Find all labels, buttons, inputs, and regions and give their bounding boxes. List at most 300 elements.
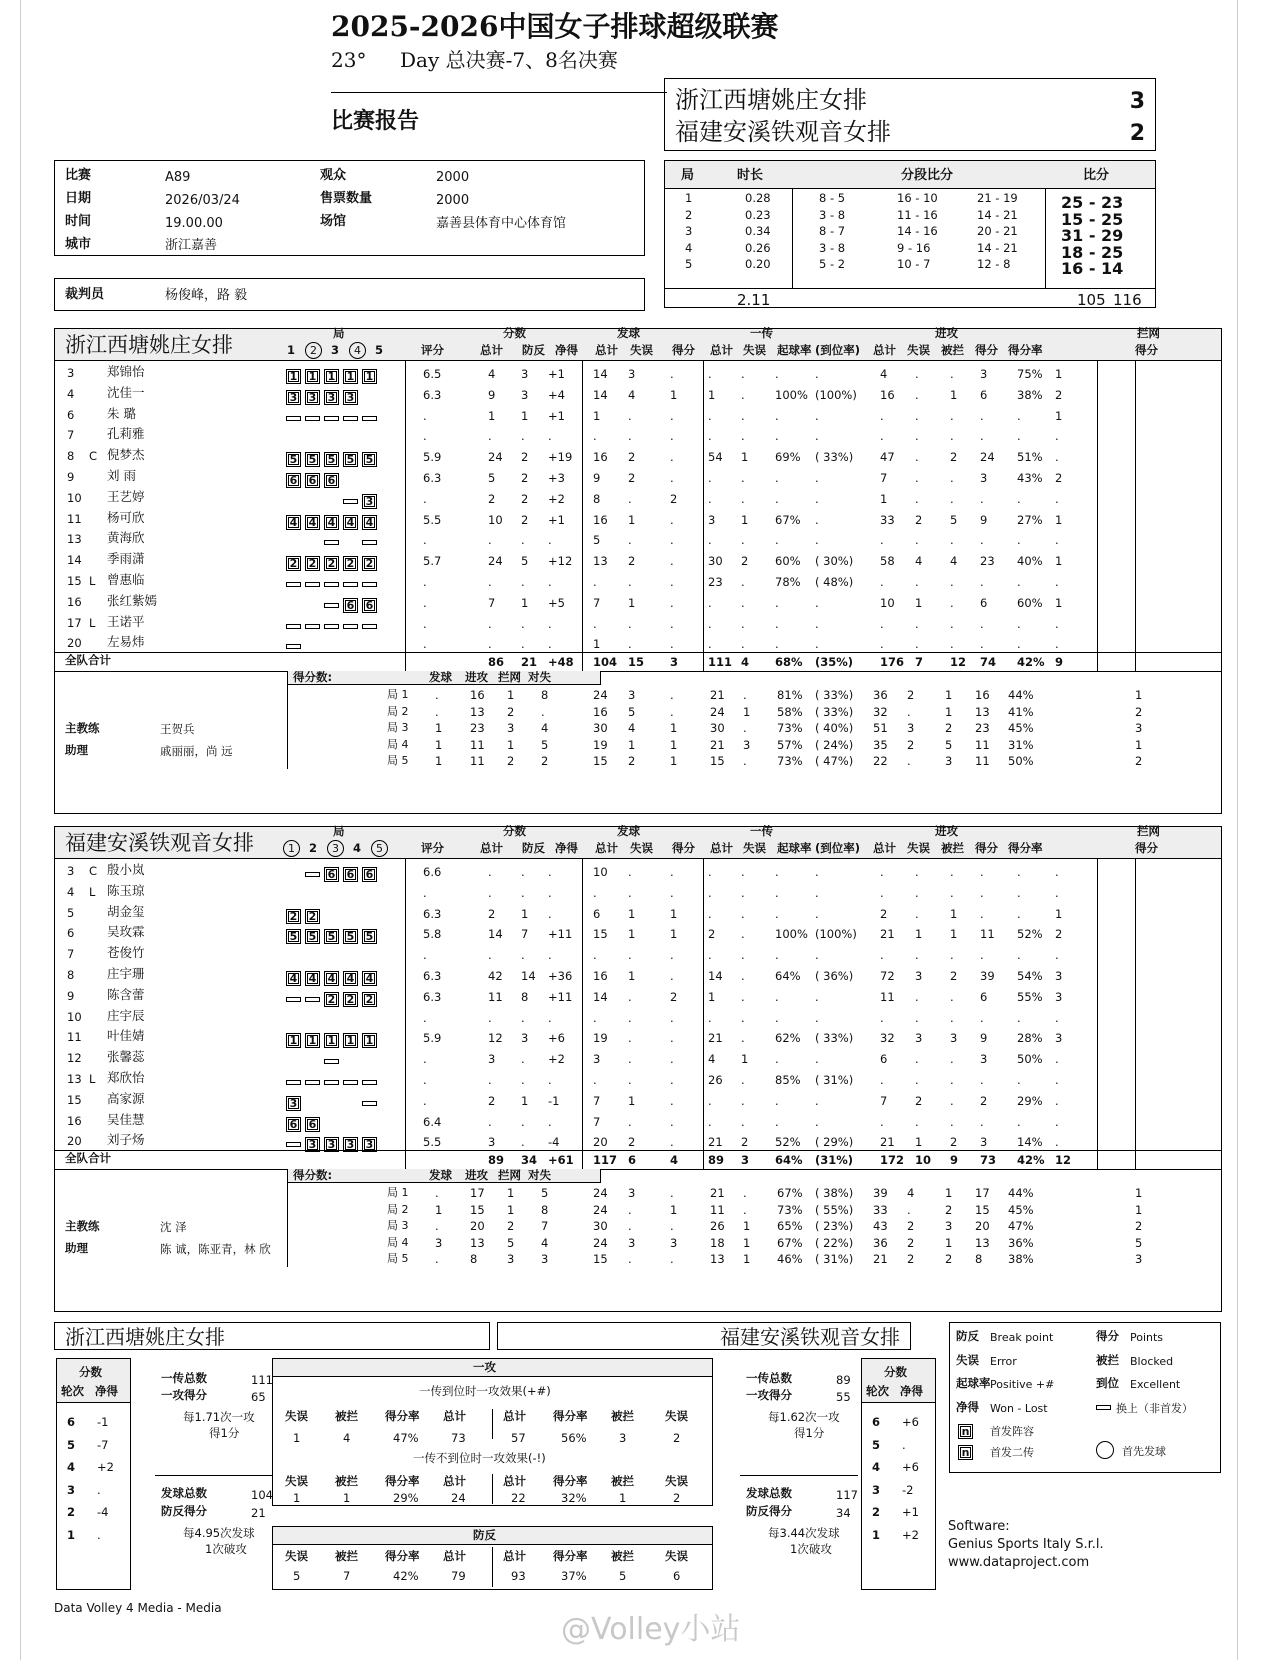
stat-cell: 1	[915, 927, 923, 942]
per-set-cell: 1	[670, 737, 678, 752]
stat-cell: .	[708, 471, 712, 485]
stat-cell: 14	[708, 969, 723, 983]
position-number: 4	[365, 515, 374, 529]
rotation-number: 6	[67, 1415, 76, 1429]
stat-cell: .	[488, 885, 492, 900]
sideout-title: 一攻	[473, 1360, 496, 1374]
stat-cell: .	[1017, 637, 1021, 652]
sideout-col-header: 总计	[503, 1409, 526, 1423]
stat-cell: .	[950, 865, 954, 879]
player-name: 曾惠临	[107, 572, 145, 587]
per-set-cell: 20	[470, 1219, 485, 1233]
sideout-col-header: 被拦	[611, 1474, 634, 1488]
set-partial-1: 8 - 7	[819, 224, 846, 238]
per-set-cell: 32	[873, 704, 888, 719]
info-label-spectators: 观众	[320, 168, 347, 183]
substitute-marker	[324, 416, 339, 421]
stat-cell: .	[950, 491, 954, 506]
stat-cell: 32	[880, 1031, 895, 1046]
stat-cell: 3	[628, 367, 636, 381]
stat-cell: 14%	[1017, 1135, 1043, 1150]
per-set-label: 局 2	[387, 704, 409, 718]
position-number: 6	[346, 868, 355, 881]
substitute-marker	[305, 1080, 320, 1085]
starting-position	[343, 515, 358, 530]
stat-cell: .	[980, 491, 984, 506]
stat-cell: .	[488, 1114, 492, 1129]
per-set-cell: 67%	[777, 1235, 803, 1250]
sideout-points: 55	[836, 1390, 851, 1404]
position-number: 2	[308, 909, 317, 923]
stat-cell: 6.5	[423, 367, 442, 381]
player-sets	[286, 491, 381, 507]
sideout-positive-cell: 1	[293, 1431, 301, 1445]
player-name: 叶佳婧	[107, 1028, 145, 1044]
stat-cell: .	[775, 408, 779, 423]
stat-cell: -1	[548, 1093, 560, 1108]
legend-setter: 首发二传	[990, 1446, 1034, 1459]
col-header: 评分	[421, 343, 444, 357]
stat-cell: .	[708, 637, 712, 652]
starting-position	[362, 515, 377, 530]
stat-cell: .	[950, 595, 954, 610]
stat-cell: .	[980, 575, 984, 589]
per-set-cell: 3	[541, 1252, 549, 1266]
starting-position	[362, 992, 377, 1007]
stat-cell: .	[1017, 885, 1021, 900]
per-set-cell: 3	[670, 1235, 678, 1250]
stat-cell: .	[775, 865, 779, 879]
stat-cell: .	[775, 906, 779, 921]
per-set-cell: ( 22%)	[815, 1235, 854, 1250]
breakpoint-points: 34	[836, 1506, 851, 1520]
per-set-cell: 81%	[777, 688, 803, 702]
serve-ratio-1: 每3.44次发球	[768, 1526, 840, 1540]
total-cell: 111	[708, 655, 733, 669]
per-set-cell: 5	[507, 1235, 515, 1250]
stat-cell: 1	[670, 927, 678, 942]
stat-cell: 2	[521, 491, 529, 506]
total-cell: 74	[980, 655, 997, 669]
legend-setter-inner: n	[961, 1446, 970, 1459]
stat-cell: .	[488, 948, 492, 963]
stat-cell: 4	[950, 554, 958, 569]
stat-cell: .	[628, 885, 632, 900]
substitute-marker	[286, 582, 301, 587]
position-number: 6	[365, 868, 374, 881]
per-set-cell: 1	[507, 688, 515, 702]
stat-cell: .	[915, 491, 919, 506]
breakpoint-col-header: 失误	[665, 1549, 688, 1563]
stat-cell: .	[815, 367, 819, 381]
player-number: 8	[67, 968, 75, 982]
per-set-label: 局 5	[387, 1252, 409, 1265]
stat-cell: .	[423, 575, 427, 589]
stat-cell: .	[423, 1093, 427, 1108]
stat-cell: 2	[488, 491, 496, 506]
stat-cell: .	[915, 575, 919, 589]
per-set-cell: 1	[945, 1186, 953, 1200]
breakpoint-center-divider	[492, 1547, 493, 1587]
stat-cell: 55%	[1017, 989, 1043, 1004]
position-number: 4	[346, 515, 355, 529]
position-number: 5	[308, 453, 317, 467]
per-set-cell: 50%	[1008, 754, 1034, 768]
stat-cell: .	[708, 616, 712, 631]
per-set-cell: 24	[593, 1202, 608, 1217]
sideout-ratio-1: 每1.71次一攻	[183, 1410, 255, 1424]
starting-position	[324, 369, 339, 384]
substitute-marker	[305, 624, 320, 629]
stat-cell: .	[708, 595, 712, 610]
col-header: 总计	[595, 343, 618, 357]
substitute-marker	[286, 624, 301, 629]
player-sets	[286, 885, 381, 901]
stat-cell: .	[815, 989, 819, 1004]
player-number: 16	[67, 594, 82, 609]
per-set-cell: 1	[670, 1202, 678, 1217]
stat-cell: .	[1055, 1052, 1059, 1067]
stat-cell: 100%	[775, 927, 808, 942]
stat-cell: 23	[980, 554, 995, 569]
stat-cell: 24	[488, 450, 503, 465]
coach-label: 主教练	[65, 721, 100, 735]
score-sets-b: 2	[1129, 121, 1145, 146]
stat-cell: .	[628, 989, 632, 1004]
per-set-cell: 39	[873, 1186, 888, 1200]
breakpoint-col-header: 被拦	[335, 1549, 358, 1563]
report-page	[20, 0, 1238, 1660]
player-sets	[286, 864, 381, 880]
stat-cell: .	[980, 408, 984, 423]
player-number: 13	[67, 532, 82, 547]
col-header: 得分	[1135, 841, 1158, 855]
per-set-cell: 13	[975, 1235, 990, 1250]
stat-cell: 1	[950, 927, 958, 942]
stat-cell: .	[708, 1010, 712, 1025]
player-number: 3	[67, 864, 75, 878]
stat-cell: 20	[593, 1135, 608, 1150]
player-number: 15	[67, 574, 82, 588]
set-score: 18 - 25	[1061, 242, 1124, 262]
per-set-cell: 3	[507, 1252, 515, 1266]
stat-cell: 2	[670, 491, 678, 506]
per-set-cell: 4	[541, 1235, 549, 1250]
substitute-marker	[286, 644, 301, 649]
stat-cell: 9	[980, 512, 988, 527]
per-set-cell: 1	[435, 737, 443, 752]
per-set-cell: .	[628, 1202, 632, 1217]
set-partial-1: 3 - 8	[819, 240, 846, 255]
player-sets	[286, 968, 381, 984]
col-header: 失误	[907, 343, 930, 357]
stat-cell: +3	[548, 471, 565, 485]
title-rule	[331, 92, 667, 93]
per-set-cell: 15	[593, 1252, 608, 1266]
stat-cell: 1	[915, 1135, 923, 1150]
position-number: 1	[289, 370, 298, 383]
per-set-cell: 41%	[1008, 704, 1034, 719]
stat-cell: .	[548, 906, 552, 921]
stat-cell: .	[741, 989, 745, 1004]
info-label-time: 时间	[65, 214, 92, 229]
rotation-number: 2	[872, 1505, 881, 1519]
player-name: 张红紫嫣	[107, 592, 158, 608]
legend-desc: Excellent	[1130, 1378, 1181, 1391]
stat-cell: .	[880, 1073, 884, 1087]
stat-cell: .	[1017, 865, 1021, 879]
stat-cell: 6.3	[423, 989, 442, 1004]
per-set-cell: 1	[507, 1186, 515, 1200]
stat-cell: 13	[593, 554, 608, 569]
stat-cell: 38%	[1017, 387, 1043, 402]
h-reception: 一传	[750, 824, 773, 838]
starting-position	[343, 390, 358, 405]
h-block: 拦网	[1137, 326, 1160, 340]
col-divider	[1097, 361, 1098, 671]
set-4-label: 4	[353, 841, 362, 855]
col-header: 净得	[555, 841, 578, 855]
per-set-cell: 73%	[777, 1202, 803, 1217]
stat-cell: ( 31%)	[815, 1073, 854, 1087]
stat-cell: 3	[980, 1135, 988, 1150]
set-partial-3: 14 - 21	[977, 207, 1018, 222]
position-number: 5	[289, 930, 298, 944]
stat-cell: .	[815, 471, 819, 485]
per-set-cell: ( 55%)	[815, 1202, 854, 1217]
substitute-marker	[362, 1101, 377, 1106]
total-rule	[55, 652, 1221, 653]
report-title: 2025-2026中国女子排球超级联赛	[331, 10, 779, 43]
stat-cell: 8	[593, 491, 601, 506]
per-set-cell: .	[907, 754, 911, 768]
per-set-cell: 67%	[777, 1186, 803, 1200]
player-number: 7	[67, 428, 75, 443]
col-divider	[1135, 361, 1136, 671]
position-number: 2	[365, 992, 374, 1006]
per-set-cell: .	[907, 704, 911, 719]
col-header: 总计	[873, 841, 896, 855]
player-name: 沈佳一	[107, 384, 145, 400]
stat-cell: 14	[593, 989, 608, 1004]
sum-label: 得分数:	[293, 670, 333, 684]
info-date: 2026/03/24	[165, 193, 240, 208]
stat-cell: .	[670, 429, 674, 444]
info-label-tickets: 售票数量	[320, 191, 373, 206]
stat-cell: .	[423, 429, 427, 444]
stat-cell: .	[775, 533, 779, 548]
stat-cell: -4	[548, 1135, 560, 1150]
per-set-cell: 5	[1135, 1235, 1143, 1250]
reception-total: 89	[836, 1373, 851, 1387]
per-set-cell: 47%	[1008, 1219, 1034, 1233]
per-set-cell: 16	[593, 704, 608, 719]
stat-cell: .	[548, 1114, 552, 1129]
stat-cell: .	[950, 367, 954, 381]
starting-position	[305, 556, 320, 571]
stat-cell: .	[488, 1010, 492, 1025]
stat-cell: 2	[670, 989, 678, 1004]
per-set-cell: 8	[541, 1202, 549, 1217]
stat-cell: .	[980, 906, 984, 921]
per-set-cell: 1	[435, 754, 443, 768]
starting-position	[324, 556, 339, 571]
substitute-marker	[362, 624, 377, 629]
per-set-cell: 26	[710, 1219, 725, 1233]
legend-first-serve-icon	[1096, 1441, 1114, 1459]
stat-cell: .	[628, 1031, 632, 1046]
starting-position	[343, 556, 358, 571]
set-score: 16 - 14	[1061, 259, 1124, 278]
per-set-cell: 1	[1135, 1202, 1143, 1217]
starting-position	[324, 515, 339, 530]
stat-cell: 1	[741, 512, 749, 527]
col-divider	[703, 859, 704, 1169]
set-1-label: 1	[287, 343, 296, 357]
starting-position	[286, 909, 301, 924]
stat-cell: .	[628, 1010, 632, 1025]
starting-position	[305, 452, 320, 467]
total-cell: 42%	[1017, 1153, 1045, 1167]
per-set-cell: 2	[507, 1219, 515, 1233]
per-set-cell: 73%	[777, 721, 803, 735]
per-set-cell: .	[670, 688, 674, 702]
sum-col-header: 拦网	[498, 670, 521, 684]
starting-position	[305, 1117, 320, 1132]
player-sets	[286, 595, 381, 611]
set-score: 31 - 29	[1061, 226, 1124, 245]
stat-cell: .	[915, 637, 919, 652]
rotation-number: 1	[67, 1527, 76, 1542]
per-set-cell: 4	[907, 1186, 915, 1200]
stat-cell: .	[423, 491, 427, 506]
stat-cell: .	[548, 533, 552, 548]
rotation-number: 3	[67, 1482, 76, 1497]
per-set-cell: 30	[593, 1219, 608, 1233]
stat-cell: .	[950, 1052, 954, 1067]
starting-position	[343, 452, 358, 467]
player-sets	[286, 947, 381, 963]
breakpoint-cell: 42%	[393, 1569, 419, 1583]
stat-cell: 1	[670, 387, 678, 402]
stat-cell: +2	[548, 491, 565, 506]
stat-cell: 1	[741, 1052, 749, 1067]
day-number: 23°	[331, 48, 367, 72]
stat-cell: .	[880, 865, 884, 879]
rotation-value: -2	[902, 1482, 914, 1497]
player-number: 12	[67, 1051, 82, 1066]
legend-starter-inner: n	[961, 1425, 970, 1438]
stat-cell: .	[980, 1114, 984, 1129]
stat-cell: 11	[980, 927, 995, 942]
per-set-cell: 3	[743, 737, 751, 752]
starting-position	[362, 494, 377, 509]
stat-cell: 60%	[775, 554, 801, 569]
sideout-col-header: 被拦	[335, 1474, 358, 1488]
per-set-cell: 2	[1135, 754, 1143, 768]
position-number: 2	[346, 557, 355, 571]
stat-cell: .	[815, 1010, 819, 1025]
stat-cell: 2	[628, 554, 636, 569]
sideout-col-header: 得分率	[385, 1474, 420, 1488]
substitute-marker	[324, 1080, 339, 1085]
total-cell: 89	[488, 1153, 505, 1167]
total-cell: +61	[548, 1153, 574, 1167]
position-number: 6	[289, 474, 298, 487]
stat-cell: 100%	[775, 387, 808, 402]
legend-desc: Break point	[990, 1331, 1054, 1344]
total-cell: 68%	[775, 655, 803, 669]
set-3-circled: 3	[327, 840, 344, 857]
starting-position	[305, 369, 320, 384]
position-number: 3	[346, 390, 355, 404]
match-info	[54, 160, 645, 256]
set-partial-2: 11 - 16	[897, 207, 938, 222]
stat-cell: 26	[708, 1073, 723, 1087]
stat-cell: .	[775, 948, 779, 963]
col-header: (到位率)	[815, 841, 861, 855]
stat-cell: .	[423, 533, 427, 548]
stat-cell: 2	[880, 906, 888, 921]
per-set-label: 局 1	[387, 1186, 409, 1199]
stat-cell: +36	[548, 969, 573, 983]
per-set-cell: 5	[628, 704, 636, 719]
stat-cell: .	[980, 948, 984, 963]
per-set-cell: .	[743, 1186, 747, 1200]
substitute-marker	[362, 416, 377, 421]
stat-cell: .	[593, 429, 597, 444]
starting-position	[362, 452, 377, 467]
starting-position	[362, 929, 377, 944]
col-header: 得分率	[1008, 841, 1043, 855]
info-label-date: 日期	[65, 191, 92, 206]
per-set-cell: .	[628, 1252, 632, 1266]
per-set-cell: 57%	[777, 737, 803, 752]
stat-cell: .	[670, 1010, 674, 1025]
position-number: 6	[346, 598, 355, 612]
stat-cell: 3	[980, 471, 988, 485]
stat-cell: .	[915, 1114, 919, 1129]
substitute-marker	[343, 416, 358, 421]
per-set-cell: 30	[593, 721, 608, 735]
player-sets	[286, 512, 381, 528]
player-sets	[286, 989, 381, 1005]
stat-cell: .	[815, 512, 819, 527]
stat-cell: 3	[708, 512, 716, 527]
breakpoint-points: 21	[251, 1506, 266, 1520]
sideout-positive-cell: 57	[511, 1431, 526, 1445]
stat-cell: 50%	[1017, 1052, 1043, 1067]
sets-h-score: 比分	[1083, 168, 1110, 183]
position-number: 3	[327, 390, 336, 404]
stat-cell: .	[548, 429, 552, 444]
per-set-cell: 46%	[777, 1252, 803, 1266]
stat-cell: .	[1017, 1010, 1021, 1025]
set-3-label: 3	[331, 343, 340, 357]
stat-cell: .	[915, 1073, 919, 1087]
stat-cell: 16	[593, 450, 608, 465]
stat-cell: .	[950, 408, 954, 423]
stat-cell: .	[488, 429, 492, 444]
stat-cell: .	[488, 575, 492, 589]
substitute-marker	[305, 872, 320, 877]
day-label: Day 总决赛-7、8名决赛	[400, 48, 618, 72]
player-name: 刘 雨	[107, 468, 136, 483]
stat-cell: .	[423, 408, 427, 423]
stat-cell: .	[548, 948, 552, 963]
stat-cell: 58	[880, 554, 895, 569]
stat-cell: .	[593, 1073, 597, 1087]
